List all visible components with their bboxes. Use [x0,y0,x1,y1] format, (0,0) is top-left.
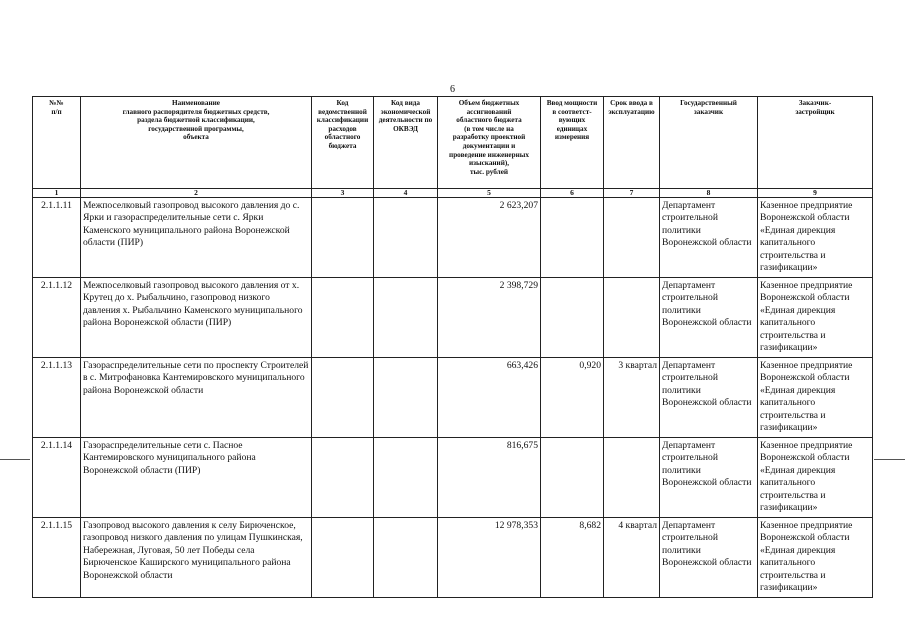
column-number: 1 [33,189,81,198]
amount: 12 978,353 [438,518,541,598]
header-customer: Государственный заказчик [660,97,758,189]
commissioning-term [604,278,660,358]
header-name: Наименование главного распорядителя бюджетных средств, раздела бюджетной классификации, государственной программы, объекта [81,97,312,189]
budget-code [312,278,374,358]
table-row [33,278,873,358]
developer: Казенное предприятие Воронежской области «Единая дирекция капитального строительства и газификации» [758,198,873,278]
column-number: 3 [312,189,374,198]
row-index: 2.1.1.13 [33,358,81,438]
table-row [33,518,873,598]
column-number: 2 [81,189,312,198]
scan-line-left [0,459,30,460]
power: 0,920 [541,358,604,438]
okved-code [374,198,438,278]
amount: 816,675 [438,438,541,518]
scan-line-right [874,459,905,460]
state-customer: Департамент строительной политики Воронежской области [660,438,758,518]
budget-code [312,438,374,518]
okved-code [374,518,438,598]
power [541,438,604,518]
commissioning-term [604,198,660,278]
header-term: Срок ввода в эксплуатацию [604,97,660,189]
header-budget-code: Код ведомственной классификации расходов областного бюджета [312,97,374,189]
table-body [33,198,873,598]
column-number: 6 [541,189,604,198]
okved-code [374,438,438,518]
header-okved-code: Код вида экономической деятельности по ОКВЭД [374,97,438,189]
column-number: 4 [374,189,438,198]
table-row [33,438,873,518]
object-name: Межпоселковый газопровод высокого давления до с. Ярки и газораспределительные сети с. Ярки Каменского муниципального района Воронежской области (ПИР) [81,198,312,278]
commissioning-term: 3 квартал [604,358,660,438]
developer: Казенное предприятие Воронежской области «Единая дирекция капитального строительства и газификации» [758,278,873,358]
power [541,278,604,358]
object-name: Газораспределительные сети по проспекту Строителей в с. Митрофановка Кантемировского муниципального района Воронежской области [81,358,312,438]
developer: Казенное предприятие Воронежской области «Единая дирекция капитального строительства и газификации» [758,358,873,438]
row-index: 2.1.1.11 [33,198,81,278]
row-index: 2.1.1.12 [33,278,81,358]
column-number: 8 [660,189,758,198]
state-customer: Департамент строительной политики Воронежской области [660,518,758,598]
developer: Казенное предприятие Воронежской области «Единая дирекция капитального строительства и газификации» [758,438,873,518]
column-number: 9 [758,189,873,198]
power: 8,682 [541,518,604,598]
amount: 2 398,729 [438,278,541,358]
header-power: Ввод мощности в соответст- вующих единицах измерения [541,97,604,189]
table-row [33,358,873,438]
column-number: 5 [438,189,541,198]
header-developer: Заказчик- застройщик [758,97,873,189]
object-name: Газопровод высокого давления к селу Бирюченское, газопровод низкого давления по улицам Пушкинская, Набережная, Луговая, 50 лет Победы села Бирюченское Каширского муниципального района Воронежской области [81,518,312,598]
header-amount: Объем бюджетных ассигнований областного бюджета (в том числе на разработку проектной документации и проведение инженерных изысканий), тыс. рублей [438,97,541,189]
object-name: Межпоселковый газопровод высокого давления от х. Крутец до х. Рыбальчино, газопровод низкого давления х. Рыбальчино Каменского муниципального района Воронежской области (ПИР) [81,278,312,358]
commissioning-term [604,438,660,518]
column-numbers-row [33,189,873,198]
page-number: 6 [450,84,455,95]
state-customer: Департамент строительной политики Воронежской области [660,278,758,358]
column-number: 7 [604,189,660,198]
budget-code [312,518,374,598]
row-index: 2.1.1.15 [33,518,81,598]
table-header [33,97,873,198]
power [541,198,604,278]
state-customer: Департамент строительной политики Воронежской области [660,198,758,278]
commissioning-term: 4 квартал [604,518,660,598]
table-row [33,198,873,278]
okved-code [374,358,438,438]
amount: 663,426 [438,358,541,438]
object-name: Газораспределительные сети с. Пасное Кантемировского муниципального района Воронежской области (ПИР) [81,438,312,518]
row-index: 2.1.1.14 [33,438,81,518]
budget-code [312,358,374,438]
amount: 2 623,207 [438,198,541,278]
objects-table [32,96,873,598]
state-customer: Департамент строительной политики Воронежской области [660,358,758,438]
developer: Казенное предприятие Воронежской области «Единая дирекция капитального строительства и газификации» [758,518,873,598]
header-number: №№ п/п [33,97,81,189]
okved-code [374,278,438,358]
budget-code [312,198,374,278]
